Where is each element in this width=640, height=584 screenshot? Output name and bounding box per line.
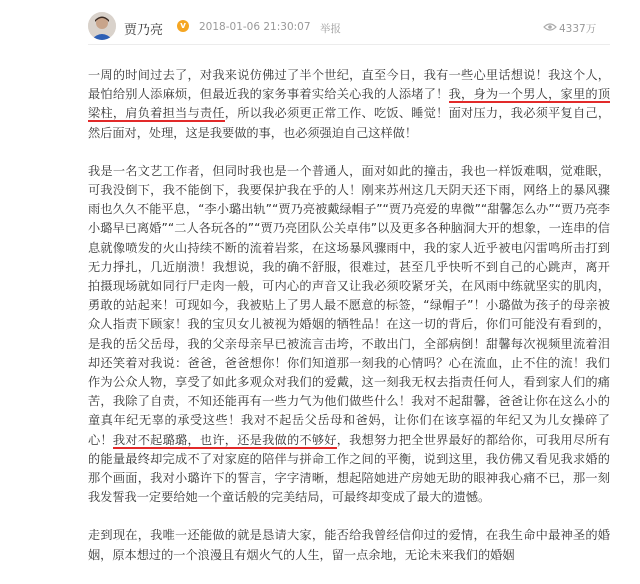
avatar-portrait-icon <box>88 12 116 40</box>
highlighted-text: 我对不起璐璐，也许，还是我做的不够好 <box>112 432 337 447</box>
paragraph-2 <box>88 162 610 508</box>
verified-badge-icon: v <box>177 20 189 32</box>
paragraph-1 <box>88 66 610 143</box>
paragraph-text: 一周的时间过去了，对我来说仿佛过了半个世纪，直至今日，我有一些心里话想说！我这个人，最怕给别人添麻烦，但最近我的家务事着实给关心我的人添堵了！ <box>88 68 610 102</box>
highlighted-text: 我，身为一个男人，家里的顶梁柱，肩负着担当与责任 <box>88 87 611 121</box>
read-count: 4337万 <box>559 23 597 35</box>
paragraph-text: 我是一名文艺工作者，但同时我也是一个普通人，面对如此的撞击，我也一样饭难咽，觉难眠，可我没倒下，我不能倒下，我要保护我在乎的人！刚来苏州这几天阴天还下雨，网络上的暴风骤雨也久久不能平息，“李小璐出轨”“贾乃亮被戴绿帽子”“贾乃亮爱的卑微”“甜馨怎么办”“贾乃亮李小璐早已离婚”“二人各玩各的”“贾乃亮团队公关卓伟”以及更多各种脑洞大开的想象，一连串的信息就像喷发的火山持续不断的流着岩浆，在这场暴风骤雨中，我的家人近乎被电闪雷鸣所击打到无力掙扎，几近崩溃！我想说，我的确不舒服，很难过，甚至几乎快听不到自己的心跳声，离开拍摄现场就如同行尸走肉一般，可内心的声音又让我必须咬紧牙关，在风雨中练就坚实的肌肉，勇敢的站起来！可现如今，我被贴上了男人最不愿意的标签，“绿帽子”！小璐做为孩子的母亲被众人指责下顾家！我的宝贝女儿被视为婚姻的牺牲品！在这一切的背后，你们可能没有看到的，是我的岳父岳母，我的父亲母亲早已被流言击垮，不敢出门，全部病倒！甜馨每次视频里流着泪却还笑着对我说：爸爸，爸爸想你！你们知道那一刻我的心情吗？心在流血，止不住的流！我们作为公众人物，享受了如此多观众对我们的爱戴，这一刻我无权去指责任何人，看到家人们的痛苦，我除了自责，不知还能再有一些力气为他们做些什么！我对不起甜馨，爸爸让你在这么小的童真年纪无辜的承受这些！我对不起岳父岳母和爸妈，让你们在该享福的年纪又为儿女操碎了心！ <box>88 163 610 447</box>
post-header <box>0 0 640 52</box>
paragraph-text: ，我想努力把全世界最好的都给你，可我用尽所有的能量最终却完成不了对家庭的陪伴与拼命工作之间的平衡，说到这里，我仿佛又看见我求婚的那个画面，我对小璐许下的誓言，字字清晰，想起陪她进产房她无助的眼神我心痛不已，那一刻我发誓我一定要给她一个童话般的完美结局，可最终却变成了最大的遗憾。 <box>88 432 611 505</box>
report-link[interactable]: 举报 <box>320 23 341 35</box>
article-body <box>88 66 610 584</box>
post-timestamp: 2018-01-06 21:30:07 <box>199 21 311 33</box>
paragraph-text: ，所以我必须更正常工作、吃饭、睡觉！面对压力，我必须平复自己，然后面对，处理，这是我要做的事，也必须强迫自己这样做！ <box>88 106 611 140</box>
author-avatar[interactable] <box>88 12 116 40</box>
header-divider <box>88 44 610 45</box>
author-name[interactable]: 贾乃亮 <box>124 23 164 38</box>
paragraph-3 <box>88 526 610 564</box>
eye-icon <box>543 22 557 32</box>
paragraph-text: 走到现在，我唯一还能做的就是恳请大家，能否给我曾经信仰过的爱情，在我生命中最神圣的婚姻，原本想过的一个浪漫且有烟火气的人生，留一点余地，无论未来我们的婚姻 <box>88 528 610 562</box>
